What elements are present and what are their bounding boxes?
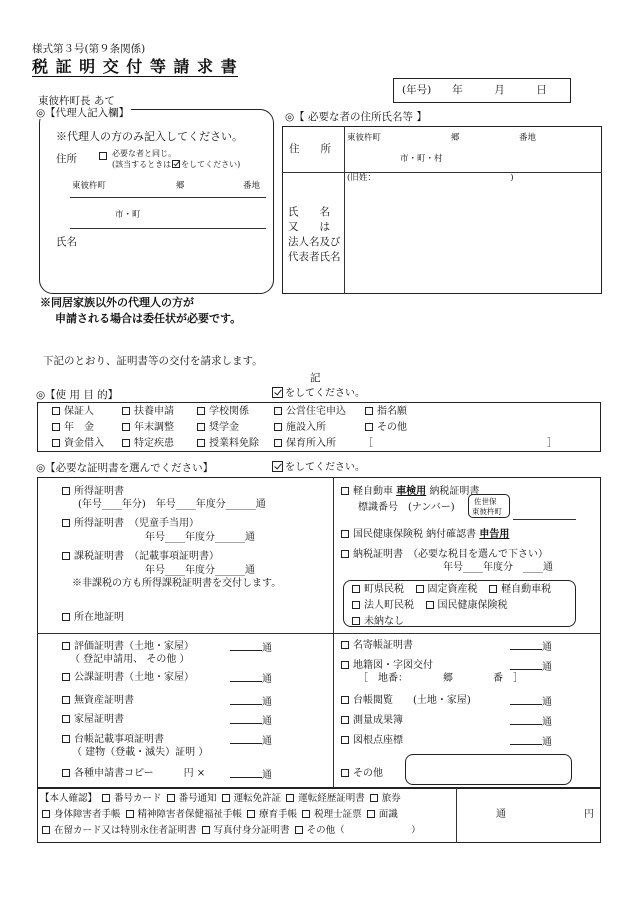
applicant-name-labels (288, 205, 341, 265)
income-cert-1-sub[interactable]: (年号____年分) 年号____年度分______通 (78, 499, 266, 510)
tax-type-row-3 (350, 617, 404, 627)
lot-number-field[interactable]: ［ 地番： 郷 番 ］ (358, 673, 523, 684)
income-cert-2-sub[interactable]: 年号____年度分______通 (145, 532, 255, 543)
agent-warning-2: 申請される場合は委任状が必要です。 (55, 312, 242, 325)
purpose-option[interactable]: 年 金 (50, 423, 94, 433)
tax-note: ※非課税の方も所得課税証明書を交付します。 (72, 578, 282, 589)
request-sentence: 下記のとおり、証明書等の交付を請求します。 (43, 355, 263, 367)
agent-address-line-1[interactable] (70, 197, 266, 198)
kei-car-cert[interactable]: 軽自動車 車検用 納税証明書 (339, 487, 479, 497)
purpose-option[interactable]: その他 (363, 423, 407, 433)
other-cert-bracket[interactable] (405, 754, 572, 785)
applicant-name-line-3: 法人名及び (288, 236, 341, 248)
agent-note: ※代理人の方のみ記入してください。 (56, 130, 243, 143)
purpose-title: ◎【使 用 目 的】 (36, 389, 119, 401)
id-option[interactable]: 番号カード (100, 793, 162, 804)
agent-address-label: 住所 (56, 153, 77, 165)
cadastral-map-count[interactable]: 通 (510, 661, 552, 673)
applicant-district: 郷 (451, 133, 460, 143)
certs-instruction-text: をしてください。 (285, 462, 365, 473)
no-asset-cert[interactable]: 無資産証明書 (60, 696, 134, 706)
public-charge-cert[interactable]: 公課証明書（土地・家屋） (60, 673, 194, 683)
tax-type-option[interactable]: 固定資産税 (414, 584, 478, 595)
same-note-1: 必要な者と同じ。 (112, 149, 176, 158)
id-option[interactable]: その他（ ） (293, 825, 421, 836)
applicant-banchi: 番地 (519, 133, 537, 143)
no-asset-count[interactable]: 通 (230, 696, 272, 708)
applicant-name-line-2: 又 は (288, 221, 330, 233)
id-option[interactable]: 税理士証票 (300, 809, 362, 820)
identity-row-2 (40, 810, 398, 820)
total-count-label: 通 (496, 809, 506, 820)
check-mark-icon (272, 461, 283, 472)
applicant-address-label: 住 所 (289, 143, 331, 155)
addressee: 東彼杵町長 あて (38, 95, 115, 107)
agent-name-label: 氏名 (56, 236, 77, 248)
identity-row-3 (40, 826, 421, 836)
form-number: 様式第３号(第９条関係) (32, 43, 146, 55)
purpose-option[interactable]: 扶養申請 (120, 407, 174, 417)
income-cert-2[interactable]: 所得証明書 （児童手当用） (60, 519, 199, 529)
certs-title: ◎【必要な証明書を選んでください】 (36, 462, 214, 474)
control-point-count[interactable]: 通 (510, 736, 552, 748)
purpose-other-bracket[interactable]: ［ (363, 438, 373, 449)
purpose-instruction (270, 388, 365, 399)
payment-cert-sub[interactable]: 年号____年度分 ____通 (443, 562, 553, 573)
cadastral-map[interactable]: 地籍図・字図交付 (339, 661, 433, 671)
tax-cert-sub[interactable]: 年号____年度分______通 (145, 565, 255, 576)
identity-row-1 (40, 794, 401, 804)
agent-town: 東彼杵町 (72, 181, 107, 191)
nhi-cert[interactable]: 国民健康保険税 納付確認書 申告用 (339, 530, 509, 540)
id-option[interactable]: 在留カード又は特別永住者証明書 (40, 825, 197, 836)
valuation-cert[interactable]: 評価証明書（土地・家屋） (60, 642, 194, 652)
location-cert[interactable]: 所在地証明 (60, 613, 124, 623)
id-option[interactable]: 療育手帳 (245, 809, 297, 820)
survey-results-count[interactable]: 通 (510, 716, 552, 728)
certs-divider (37, 633, 601, 634)
id-option[interactable]: 精神障害者保健福祉手帳 (124, 809, 243, 820)
same-as-applicant-checkbox[interactable] (99, 152, 107, 160)
same-checkbox-row[interactable] (97, 152, 111, 162)
plate-option-2[interactable]: 東彼杵町 (472, 507, 502, 516)
tax-type-row-1 (350, 585, 551, 595)
id-option[interactable]: 番号通知 (165, 793, 217, 804)
plate-number: 標識番号 (ナンバー) (358, 502, 455, 513)
applicant-name-line-1: 氏 名 (288, 206, 330, 218)
check-mark-icon (272, 387, 283, 398)
income-cert-1[interactable]: 所得証明書 (60, 487, 124, 497)
ledger-viewing-count[interactable]: 通 (510, 696, 552, 708)
agent-district: 郷 (176, 181, 185, 191)
applicant-old-name: (旧姓： ) (347, 173, 514, 183)
applicant-town: 東彼杵町 (347, 133, 382, 143)
purpose-option[interactable]: 授業料免除 (195, 439, 259, 449)
identity-title: 【本人確認】 (40, 793, 98, 804)
application-copy-count[interactable]: 通 (230, 769, 272, 781)
survey-results[interactable]: 測量成果簿 (339, 716, 403, 726)
tax-cert[interactable]: 課税証明書 （記載事項証明書） (60, 552, 219, 562)
agent-address-line-2[interactable] (70, 228, 266, 229)
id-option[interactable]: 面識 (365, 809, 398, 820)
applicant-name-line-4: 代表者氏名 (288, 251, 341, 263)
purpose-option[interactable]: 保育所入所 (272, 439, 336, 449)
purpose-option[interactable]: 施設入所 (272, 423, 326, 433)
certs-middle-divider (333, 477, 334, 788)
applicant-city: 市・町・村 (400, 154, 443, 164)
plate-option-1[interactable]: 佐世保 (474, 497, 497, 506)
tax-type-option[interactable]: 未納なし (350, 616, 404, 627)
id-option[interactable]: 旅券 (368, 793, 401, 804)
valuation-cert-count[interactable]: 通 (230, 642, 272, 654)
ledger-cert[interactable]: 台帳記載事項証明書 (60, 735, 164, 745)
agent-warning-1: ※同居家族以外の代理人の方が (40, 296, 194, 309)
ledger-cert-count[interactable]: 通 (230, 735, 272, 747)
certs-instruction (270, 462, 365, 473)
name-register-count[interactable]: 通 (510, 641, 552, 653)
agent-banchi: 番地 (243, 181, 261, 191)
form-title: 税 証 明 交 付 等 請 求 書 (32, 57, 238, 76)
tax-type-option[interactable]: 法人町民税 (350, 600, 414, 611)
public-charge-count[interactable]: 通 (230, 673, 272, 685)
purpose-instruction-text: をしてください。 (285, 388, 365, 399)
tax-type-option[interactable]: 国民健康保険税 (424, 600, 508, 611)
applicant-title: ◎【 必要な者の住所氏名等 】 (285, 111, 427, 123)
same-note-2a: (該当するときは (112, 160, 172, 169)
purpose-option[interactable]: 指名願 (363, 407, 407, 417)
agent-city-town: 市・町 (115, 210, 141, 220)
id-option[interactable]: 運転免許証 (220, 793, 282, 804)
ledger-cert-sub: （ 建物（登載・滅失）証明 ） (72, 747, 209, 758)
purpose-option[interactable]: 公営住宅申込 (272, 407, 346, 417)
ledger-viewing[interactable]: 台帳閲覧 (土地・家屋) (339, 696, 471, 706)
house-cert-count[interactable]: 通 (230, 715, 272, 727)
purpose-option[interactable]: 奨学金 (195, 423, 239, 433)
application-copy[interactable]: 各種申請書コピー 円 × (60, 769, 205, 779)
payment-cert[interactable]: 納税証明書 （必要な税目を選んで下さい） (339, 550, 548, 560)
id-option[interactable]: 身体障害者手帳 (40, 809, 121, 820)
identity-divider (456, 788, 457, 843)
same-note-2b: をしてください) (181, 160, 241, 169)
check-mark-icon (172, 160, 180, 168)
purpose-other-bracket-close: ］ (547, 438, 557, 449)
applicant-divider (344, 126, 345, 294)
tax-type-row-2 (350, 601, 508, 611)
id-option[interactable]: 写真付身分証明書 (200, 825, 290, 836)
name-register-cert[interactable]: 名寄帳証明書 (339, 641, 413, 651)
purpose-option[interactable]: 年末調整 (120, 423, 174, 433)
plate-number-input[interactable] (513, 519, 576, 520)
total-yen-label: 円 (584, 809, 594, 820)
valuation-cert-purpose[interactable]: （ 登記申請用、 その他 ） (70, 654, 190, 665)
date-label: (年号) 年 月 日 (402, 84, 547, 96)
other-cert[interactable]: その他 (339, 769, 383, 779)
same-note-2 (112, 161, 240, 169)
tax-type-option[interactable]: 町県民税 (350, 584, 404, 595)
purpose-option[interactable]: 特定疾患 (120, 439, 174, 449)
house-cert[interactable]: 家屋証明書 (60, 715, 124, 725)
purpose-option[interactable]: 資金借入 (50, 439, 104, 449)
id-option[interactable]: 運転経歴証明書 (284, 793, 365, 804)
purpose-option[interactable]: 保証人 (50, 407, 94, 417)
ki-label: 記 (310, 372, 321, 384)
agent-title: ◎【代理人記入欄】 (36, 107, 130, 119)
purpose-option[interactable]: 学校関係 (195, 407, 249, 417)
tax-type-option[interactable]: 軽自動車税 (487, 584, 551, 595)
control-point[interactable]: 図根点座標 (339, 736, 403, 746)
